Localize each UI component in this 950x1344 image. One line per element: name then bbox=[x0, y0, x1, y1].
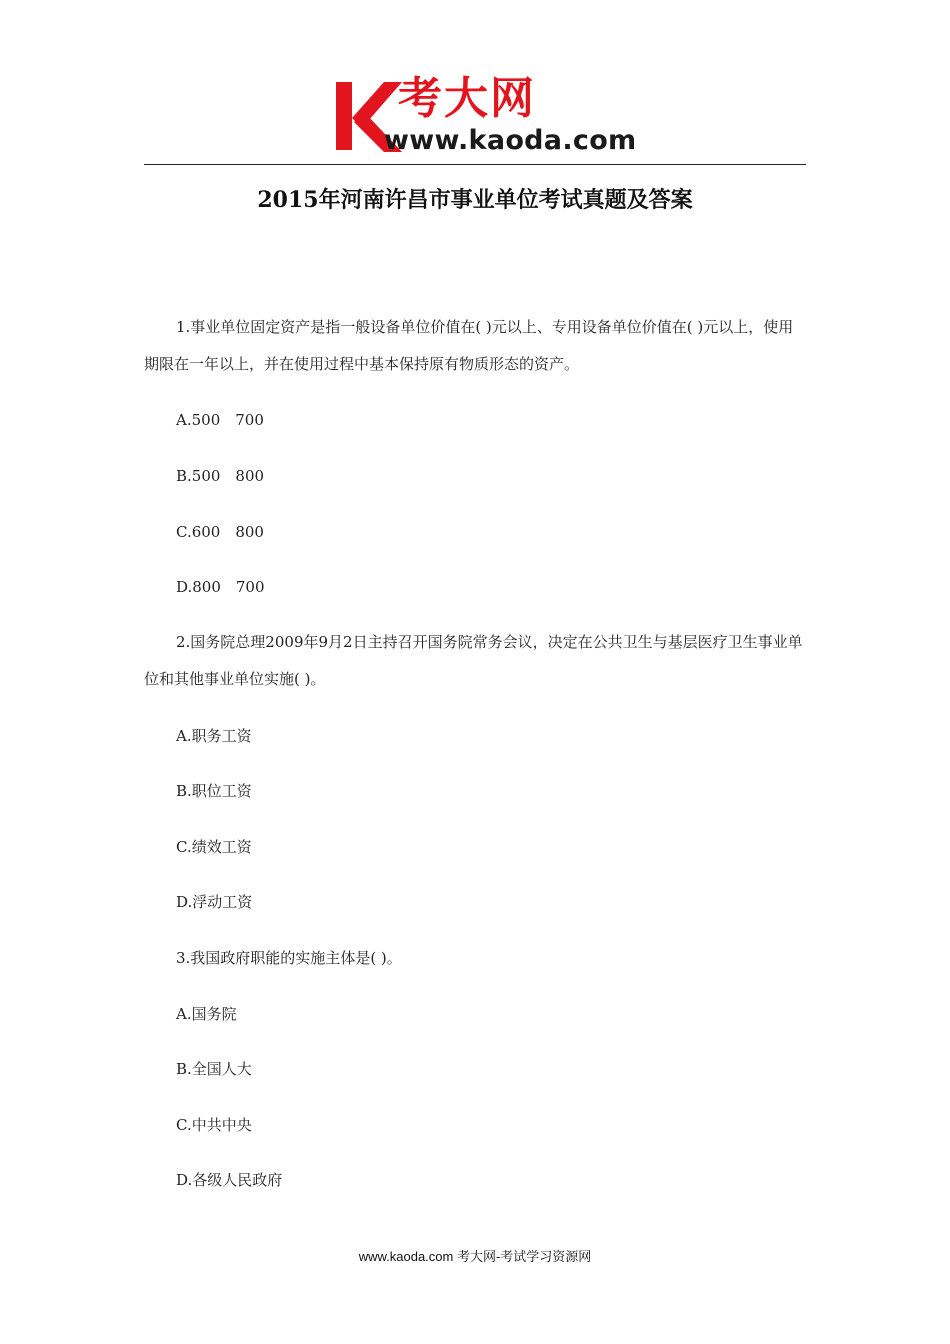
answer-option: D.800 700 bbox=[176, 578, 265, 596]
page-footer: www.kaoda.com 考大网-考试学习资源网 bbox=[358, 1249, 592, 1264]
answer-option: C.600 800 bbox=[176, 523, 264, 541]
answer-option: D.浮动工资 bbox=[176, 893, 253, 911]
document-title: 2015年河南许昌市事业单位考试真题及答案 bbox=[257, 187, 693, 213]
site-logo bbox=[332, 74, 652, 160]
answer-option: C.绩效工资 bbox=[176, 838, 252, 856]
question-stem: 1.事业单位固定资产是指一般设备单位价值在( )元以上、专用设备单位价值在( )元以上，使用期限在一年以上，并在使用过程中基本保持原有物质形态的资产。 bbox=[144, 318, 794, 373]
answer-option: A.500 700 bbox=[176, 411, 264, 429]
answer-option: A.职务工资 bbox=[176, 727, 252, 745]
answer-option: B.全国人大 bbox=[176, 1060, 252, 1078]
header-divider bbox=[144, 164, 806, 165]
answer-option: A.国务院 bbox=[176, 1005, 237, 1023]
answer-option: C.中共中央 bbox=[176, 1116, 252, 1134]
answer-option: B.职位工资 bbox=[176, 782, 252, 800]
answer-option: B.500 800 bbox=[176, 467, 265, 485]
answer-option: D.各级人民政府 bbox=[176, 1171, 283, 1189]
logo-chinese-text: 考大网 bbox=[398, 73, 536, 124]
question-stem: 2.国务院总理2009年9月2日主持召开国务院常务会议，决定在公共卫生与基层医疗卫生事业单位和其他事业单位实施( )。 bbox=[144, 633, 803, 688]
logo-url-text: www.kaoda.com bbox=[384, 125, 637, 156]
question-stem: 3.我国政府职能的实施主体是( )。 bbox=[176, 949, 402, 967]
